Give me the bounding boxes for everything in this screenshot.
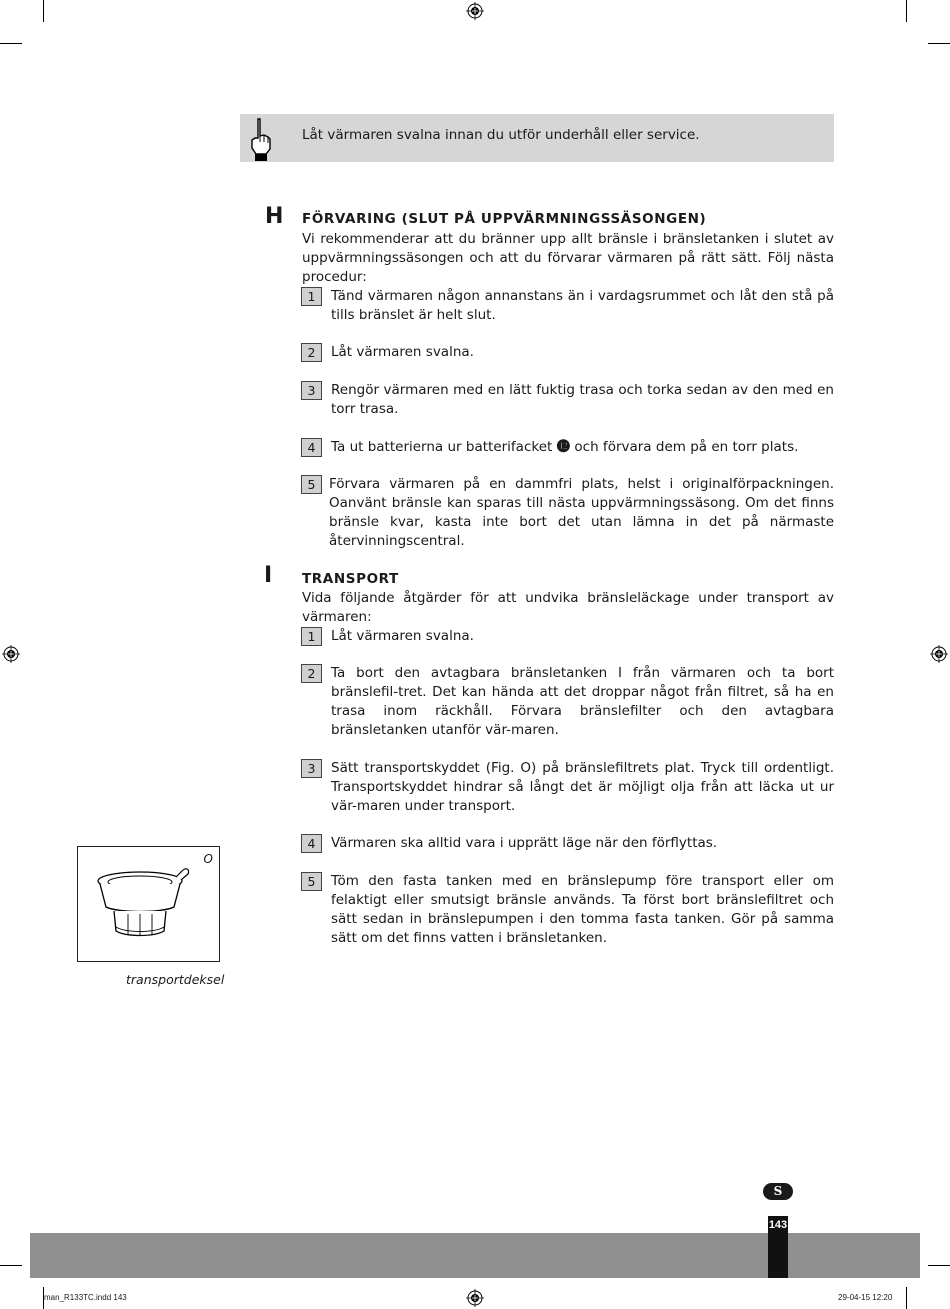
registration-mark-icon <box>2 645 20 663</box>
battery-compartment-ref: ⓬ <box>556 439 571 455</box>
figure-caption: transportdeksel <box>126 972 225 987</box>
section-title: FÖRVARING (SLUT PÅ UPPVÄRMNINGSSÄSONGEN) <box>302 211 707 227</box>
crop-mark <box>43 0 44 22</box>
registration-mark-icon <box>930 645 948 663</box>
section-intro: Vida följande åtgärder för att undvika bränsleläckage under transport av värmaren: <box>302 590 834 625</box>
crop-mark <box>928 1265 950 1266</box>
step-number: 5 <box>301 872 322 891</box>
step-number: 3 <box>301 759 322 778</box>
crop-mark <box>906 1287 907 1309</box>
pointing-hand-icon <box>246 116 274 162</box>
crop-mark <box>928 43 950 44</box>
step-text: Rengör värmaren med en lätt fuktig trasa och torka sedan av den med en torr trasa. <box>331 382 834 417</box>
step-text: Sätt transportskyddet (Fig. O) på bränslefiltrets plat. Tryck till ordentligt. Transportskyddet hindrar så långt det är möjligt olja från att läcka ut ur vär-maren under transport. <box>331 760 834 814</box>
registration-mark-icon <box>466 2 484 20</box>
step-number: 2 <box>301 664 322 683</box>
registration-mark-icon <box>466 1289 484 1307</box>
language-badge: S <box>763 1183 793 1200</box>
section-letter: H <box>265 204 284 229</box>
warning-note <box>240 114 834 162</box>
transport-cover-drawing-icon <box>78 847 219 961</box>
step-number: 4 <box>301 834 322 853</box>
step-text: Låt värmaren svalna. <box>331 628 474 644</box>
step-text: Töm den fasta tanken med en bränslepump före transport eller om felaktigt eller smutsigt bränsle används. Ta först bort bränslefiltret och sätt sedan in bränslepumpen i den tomma fasta tanken. Gör på samma sätt om det finns vatten i bränsletanken. <box>331 873 834 946</box>
step-text: Värmaren ska alltid vara i upprätt läge när den förflyttas. <box>331 835 718 851</box>
crop-mark <box>906 0 907 22</box>
crop-mark <box>0 43 22 44</box>
figure-label: O <box>203 852 213 866</box>
step-number: 4 <box>301 438 322 457</box>
step-text: Låt värmaren svalna. <box>331 344 474 360</box>
step-text-part: och förvara dem på en torr plats. <box>574 439 799 455</box>
section-intro: Vi rekommenderar att du bränner upp allt bränsle i bränsletanken i slutet av uppvärmningssäsongen och att du förvarar värmaren på rätt sätt. Följ nästa procedur: <box>302 231 834 285</box>
page-number: 143 <box>768 1219 788 1231</box>
step-number: 1 <box>301 287 322 306</box>
note-text: Låt värmaren svalna innan du utför underhåll eller service. <box>302 127 700 143</box>
step-text: Ta bort den avtagbara bränsletanken I från värmaren och ta bort bränslefil-tret. Det kan hända att det droppar något från filtret, så ha en trasa inom räckhåll. Förvara bränslefilter och den avtagbara bränsletanken utanför vär-maren. <box>331 665 834 738</box>
step-text: Förvara värmaren på en dammfri plats, helst i originalförpackningen. Oanvänt bränsle kan sparas till nästa uppvärmningssäsong. Om det finns bränsle kvar, kasta inte bort det utan lämna in det på närmaste återvinningscentral. <box>329 476 834 549</box>
section-letter: I <box>264 563 273 588</box>
step-text-part: Ta ut batterierna ur batterifacket <box>331 439 553 455</box>
step-text <box>331 438 834 457</box>
crop-mark <box>0 1265 22 1266</box>
print-date-info: 29-04-15 12:20 <box>838 1293 893 1302</box>
step-number: 1 <box>301 627 322 646</box>
figure-transport-cover <box>77 846 220 962</box>
step-number: 3 <box>301 381 322 400</box>
section-title: TRANSPORT <box>302 571 399 587</box>
step-number: 5 <box>301 475 322 494</box>
step-number: 2 <box>301 343 322 362</box>
step-text: Tänd värmaren någon annanstans än i vardagsrummet och låt den stå på tills bränslet är helt slut. <box>331 288 834 323</box>
print-file-info: man_R133TC.indd 143 <box>44 1293 127 1302</box>
